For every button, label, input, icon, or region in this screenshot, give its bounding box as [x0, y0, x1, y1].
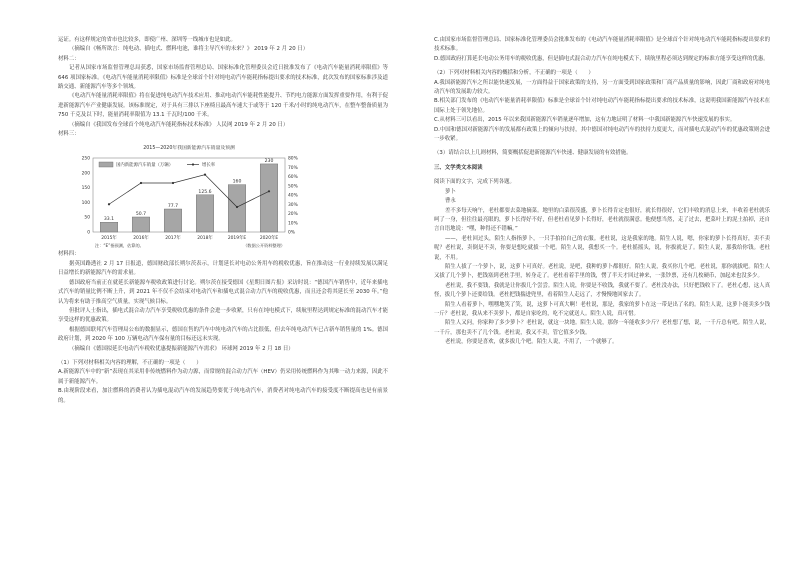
- y-tick-label: 50: [84, 216, 90, 222]
- x-tick-label: 2015年: [101, 236, 117, 242]
- bar: [164, 209, 182, 232]
- question-1-option-d: D.德国政府打算延长电动公务用车的税收优惠，但是插电式混合动力汽车在纯电模式下，续航里程必须达到规定的标准方能享受这样的优惠。: [434, 55, 769, 62]
- y-tick-label: 0: [87, 230, 90, 236]
- question-1-option-c: C.由国家市场监督管理总局、国家标准化管理委员会批准发布的《电动汽车能量消耗率限值》是全球首个针对纯电动汽车能耗指标提出要求的技术标准。: [434, 37, 770, 53]
- y-tick-label: 150: [81, 186, 90, 192]
- story-author: 曹永: [445, 198, 456, 205]
- sales-chart-svg: [63, 142, 313, 248]
- y-tick-label: 100: [81, 201, 90, 207]
- x-tick-label: 2017年: [165, 236, 181, 242]
- question-3: （3）请结合以上几则材料，简要概括促进新能源汽车快速、健康发展的有效措施。: [434, 150, 632, 157]
- growth-point: [140, 182, 142, 184]
- y-tick-label: 200: [81, 171, 90, 177]
- material-4-para-4: 根据德国联邦汽车管理局公布的数据显示，德国在售的汽车中纯电动汽车的占比很低，但去年纯电动汽车已占新车销售量的 1%。德国政府计划，到 2020 年 100 万辆电动汽车保有量的目标还远未实现。: [58, 326, 388, 343]
- material-2-title: 材料二：: [58, 55, 80, 62]
- growth-point: [204, 174, 206, 176]
- material-4-para-3: 但批评人士指出，插电式混合动力汽车享受税收优惠的条件会进一步收紧，只有在纯电模式下，续航里程达到规定标准的混动汽车才能享受这样的优惠政策。: [58, 307, 388, 324]
- growth-point: [172, 182, 174, 184]
- chart-note-right: （数据公开资料整理）: [243, 243, 285, 249]
- section-3-heading: 三、文学类文本阅读: [434, 164, 483, 171]
- y2-tick-label: 40%: [288, 193, 298, 199]
- question-1-option-b: B.由现阶段来看，加注燃料的消费者认为插电混动汽车的发展趋势要优于纯电动汽车，消费者对纯电动汽车的接受度不断提高也是有前景的。: [58, 388, 388, 404]
- story-para-4: 老杜说，我不要钱，我就是让你拔几个尝尝。陌生人说，你要是不收钱，我就不要了。老杜没办法，只好把钱收下了。老杜心想，这人真怪，拔几个萝卜还要给钱。老杜把钱揣进兜里，看着陌生人走远了，才慢慢地回家去了。: [434, 282, 770, 299]
- y2-tick-label: 30%: [288, 203, 298, 209]
- y-tick-label: 250: [81, 156, 90, 162]
- x-tick-label: 2020年E: [259, 236, 279, 242]
- x-tick-label: 2016年: [133, 236, 149, 242]
- material-2-source: （摘编自《我国发布全球首个纯电动汽车能耗指标技术标准》 人民网 2019 年 2 月 20 日）: [69, 121, 289, 128]
- y2-tick-label: 20%: [288, 212, 298, 218]
- question-2-option-d: D.中国和德国对新能源汽车的发展都有政策上的倾向与扶持，其中德国对纯电动汽车的扶持力度更大，而对插电式混动汽车的优惠政策则会进一步收紧。: [434, 126, 770, 143]
- question-2-option-c: C.从材料三可以看出，2015 年以来我国新能源汽车销量逐年增加，这有力地证明了材料一中我国新能源汽车快速发展的事实。: [434, 117, 736, 124]
- story-para-6: 陌生人又问，你家种了多少萝卜？老杜说，就这一块地。陌生人说，那你一年能收多少斤？老杜想了想，说，一千斤总有吧。陌生人说，一千斤，那也卖不了几个钱。老杜说，我又不卖，管它值多少钱。: [434, 320, 770, 336]
- question-2-option-b: B.相关部门发布的《电动汽车能量消耗率限值》标准是全球首个针对纯电动汽车能耗指标提出要求的技术标准，这说明我国新能源汽车技术在国际上处于领先地位。: [434, 98, 770, 114]
- material-1-end: 运证。有这样规定的省市也比较多，即使广州、深圳等一线城市也是如此。: [58, 37, 236, 43]
- growth-point: [108, 204, 110, 206]
- story-para-2: ——，老杜回过头，陌生人指指萝卜，一只手拍拍自己的衣服。老杜说，这是我家的地。陌生人说，嗯，你家的萝卜长得真好，卖不卖呢？老杜说，卖倒是不卖，你要是想吃就拔一个吧。陌生人说，我想买一个。老杜摇摇头，说，你拔就是了。陌生人说，那我给你钱。老杜说，不用。: [434, 235, 770, 261]
- bar: [196, 195, 214, 232]
- material-2-para-2: 《电动汽车能量消耗率限值》将在促进纯电动汽车技术应用、推动电动汽车能耗性能提升、节约电力能源方面发挥重要作用，有利于促进新能源汽车产业健康发展。该标准规定，对于具有三排以下座椅且最高车速大于或等于 120 千米/小时的纯电动汽车，在整车整备质量为 750 千克及以下时，能量消耗率限值为 13.1 千瓦时/100 千米。: [58, 93, 388, 119]
- material-4-source: （摘编自《德国拟延长电动汽车税收优惠提振新能源汽车需求》 环球网 2019 年 2 月 18 日）: [69, 345, 294, 352]
- question-2: （2）下列对材料相关内容的概括和分析，不正确的一项是（ ）: [434, 70, 594, 77]
- question-2-option-a: A.我国新能源汽车之所以能快速发展，一方面得益于国家政策的支持，另一方面受到国家政策和厂商产品质量的影响，因此厂商和政府对纯电动汽车的发展助力较大。: [434, 79, 770, 96]
- x-tick-label: 2018年: [197, 236, 213, 242]
- y2-tick-label: 50%: [288, 184, 298, 190]
- material-4-para-1: 据英国路透社 2 月 17 日报道，德国财政部长朔尔茨表示，计划延长对电动公务用车的税收优惠，旨在推动这一行业持续发展以满足日益增长的新能源汽车的需求量。: [58, 260, 388, 277]
- reading-intro: 阅读下面的文字，完成下列各题。: [434, 179, 515, 186]
- chart-title: 2015—2020年我国新能源汽车销量及预测: [143, 146, 235, 152]
- bar: [228, 185, 246, 232]
- y2-tick-label: 80%: [288, 156, 298, 162]
- story-title: 萝卜: [445, 188, 456, 195]
- bar-value-label: 125.6: [198, 190, 212, 196]
- bar-value-label: 77.7: [167, 204, 179, 210]
- x-tick-label: 2019年E: [227, 236, 247, 242]
- material-4-para-2: 德国政府当前正在就延长新能源车税收政策进行讨论。朔尔茨在接受德国《星期日图片报》采访时说：“德国汽车销售中，近年来插电式汽车的销量比例不断上升，到 2021 年不仅不会结束对电动汽车和插电式混合动力汽车的税收优惠，而且还会将其延长至 2030 年。”他认为将来有助于推高空气质量，实现气候目标。: [58, 279, 388, 305]
- story-para-7: 老杜说，你要是喜欢，就多拔几个吧。陌生人说，不用了，一个就够了。: [445, 339, 618, 346]
- y2-tick-label: 70%: [288, 166, 298, 172]
- bar: [132, 217, 150, 232]
- material-2-para-1: 记者从国家市场监督管理总局获悉，国家市场监督管理总局、国家标准化管理委员会近日批准发布了《电动汽车能量消耗率限值》等 646 项国家标准。《电动汽车能量消耗率限值》标准是全球首个针对纯电动汽车能耗指标提出要求的技术标准，此次发布的国家标准涉及道路交通、新能源汽车等多个领域。: [58, 65, 388, 91]
- sales-chart: [63, 142, 313, 248]
- bar-value-label: 230: [264, 159, 274, 165]
- plot-frame: [93, 158, 285, 232]
- legend-bar-swatch: [99, 162, 113, 167]
- right-column: [434, 36, 770, 348]
- material-3-title: 材料三：: [58, 131, 80, 138]
- question-1: （1）下列对材料相关内容的理解，不正确的一项是（ ）: [58, 359, 202, 366]
- legend-bar-label: 国内新能源汽车销量（万辆）: [116, 163, 174, 169]
- bar-value-label: 33.1: [103, 217, 115, 223]
- story-para-3: 陌生人拔了一个萝卜，说，这萝卜可真好。老杜说，是吧，我种的萝卜都很好。陌生人说，我买你几个吧。老杜说，那你就拔吧。陌生人又拔了几个萝卜，把钱塞到老杜手里，转身走了。老杜看着手里的钱，愣了半天才回过神来，一张钞票，还有几枚硬币，加起来也没多少。: [434, 263, 770, 280]
- bar-value-label: 160: [232, 180, 242, 186]
- legend-line-marker: [192, 164, 194, 166]
- growth-point: [236, 206, 238, 208]
- growth-point: [268, 191, 270, 193]
- y2-tick-label: 0%: [288, 230, 295, 236]
- material-4-title: 材料四：: [58, 251, 80, 258]
- y2-tick-label: 10%: [288, 221, 298, 227]
- left-column: [58, 36, 388, 406]
- bar-value-label: 50.7: [135, 212, 147, 218]
- story-para-1: 差不多每天响午，老杜都要去菜地摘菜。地里的白菜很茂盛，萝卜长得肯定也很好，就长得很好，它们丰收的消息上来，丰收着老杜就乐呵了一身，但往往最亮眼的，萝卜长得好不好，但老杜看见萝卜长得好，老杜就很满意。他便想当然，走了过去，把菜叶上的泥土拍掉，还自言自语地说：“嘿，种得还不错嘛。”: [434, 207, 770, 233]
- y2-tick-label: 60%: [288, 175, 298, 181]
- bar: [100, 223, 118, 233]
- legend-line-label: 增长率: [202, 163, 216, 169]
- question-1-option-a: A.新能源汽车中的“新”表现在其采用非传统燃料作为动力源，而常规的混合动力汽车（HEV）仍采用传统燃料作为其唯一动力来源，因此不属于新能源汽车。: [58, 369, 388, 385]
- bar: [260, 164, 278, 232]
- material-1-source: （摘编自《畅所欲言：纯电动、插电式、燃料电池，谁将主导汽车的未来？》 2019 年 2 月 20 日）: [69, 46, 309, 53]
- chart-note-left: 注：“E”指预测，估算的。: [95, 243, 144, 249]
- story-para-5: 陌生人看着萝卜，嘿嘿地笑了笑，说，这萝卜可真大啊！老杜说，那是，我家的萝卜在这一带是出了名的。陌生人说，这萝卜能卖多少钱一斤？老杜说，我从来不卖萝卜，都是自家吃的，吃不完就送人。陌生人说，真可惜。: [434, 301, 770, 317]
